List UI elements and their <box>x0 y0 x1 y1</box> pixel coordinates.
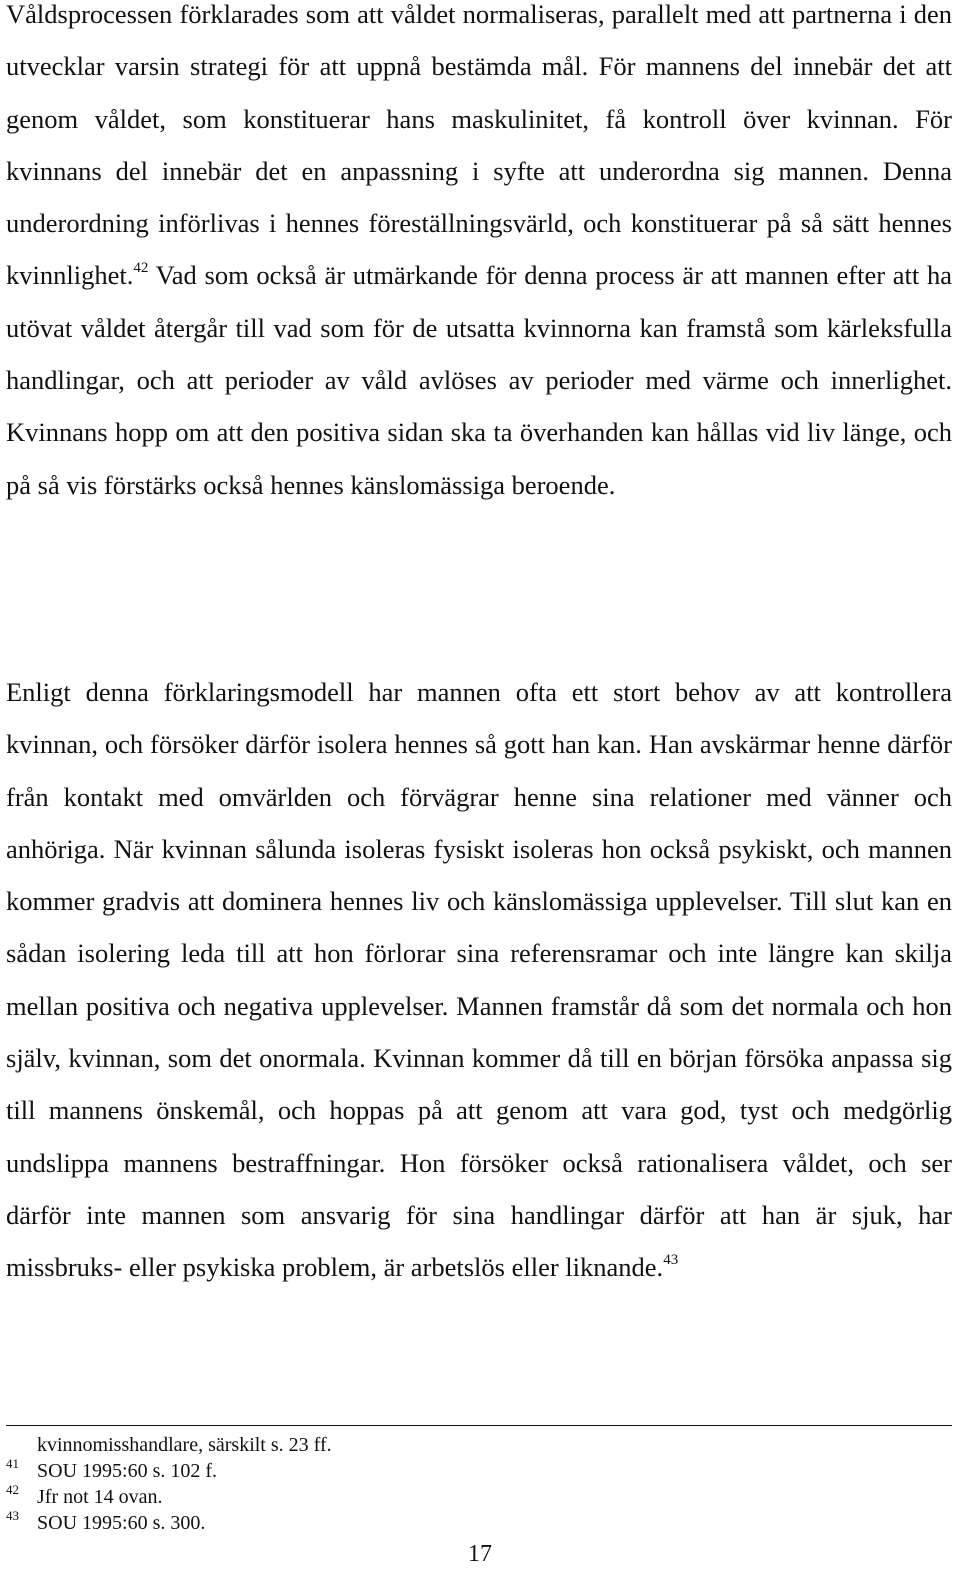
paragraph-text: Våldsprocessen förklarades som att våldet normaliseras, parallelt med att partnerna i den utvecklar varsin strategi för att uppnå bestämda mål. För mannens del innebär det att genom våldet, som konstituerar hans maskulinitet, få kontroll över kvinnan. För kvinnans del innebär det en anpassning i syfte att underordna sig mannen. Denna underordning införlivas i hennes föreställningsvärld, och konstituerar på så sätt hennes kvinnlighet. <box>6 0 952 291</box>
paragraph-text: Vad som också är utmärkande för denna process är att mannen efter att ha utövat våldet återgår till vad som för de utsatta kvinnorna kan framstå som kärleksfulla handlingar, och att perioder av våld avlöses av perioder med värme och innerlighet. Kvinnans hopp om att den positiva sidan ska ta överhanden kan hållas vid liv länge, och på så vis förstärks också hennes känslomässiga beroende. <box>6 260 952 500</box>
footnote-item <box>6 1458 606 1484</box>
body-paragraph <box>6 0 952 511</box>
body-paragraph <box>6 666 952 1294</box>
footnote-number: 43 <box>6 1508 19 1523</box>
footnotes <box>6 1432 606 1536</box>
footnote-divider <box>6 1425 952 1426</box>
page-number: 17 <box>468 1541 492 1567</box>
footnote-number: 41 <box>6 1456 19 1471</box>
footnote-text: SOU 1995:60 s. 300. <box>37 1512 206 1534</box>
footnote-item <box>6 1510 606 1536</box>
footnote-text: SOU 1995:60 s. 102 f. <box>37 1460 218 1482</box>
footnote-number: 42 <box>6 1482 19 1497</box>
footnote-reference: 42 <box>133 260 149 277</box>
footnote-continuation <box>6 1432 606 1458</box>
footnote-item <box>6 1484 606 1510</box>
footnote-text: Jfr not 14 ovan. <box>37 1486 163 1508</box>
footnote-text: kvinnomisshandlare, särskilt s. 23 ff. <box>37 1434 332 1456</box>
paragraph-text: Enligt denna förklaringsmodell har mannen ofta ett stort behov av att kontrollera kvinnan, och försöker därför isolera hennes så gott han kan. Han avskärmar henne därför från kontakt med omvärlden och förvägrar henne sina relationer med vänner och anhöriga. När kvinnan sålunda isoleras fysiskt isoleras hon också psykiskt, och mannen kommer gradvis att dominera hennes liv och känslomässiga upplevelser. Till slut kan en sådan isolering leda till att hon förlorar sina referensramar och inte längre kan skilja mellan positiva och negativa upplevelser. Mannen framstår då som det normala och hon själv, kvinnan, som det onormala. Kvinnan kommer då till en början försöka anpassa sig till mannens önskemål, och hoppas på att genom att vara god, tyst och medgörlig undslippa mannens bestraffningar. Hon försöker också rationalisera våldet, och ser därför inte mannen som ansvarig för sina handlingar därför att han är sjuk, har missbruks- eller psykiska problem, är arbetslös eller liknande. <box>6 677 952 1283</box>
footnote-reference: 43 <box>663 1252 679 1269</box>
